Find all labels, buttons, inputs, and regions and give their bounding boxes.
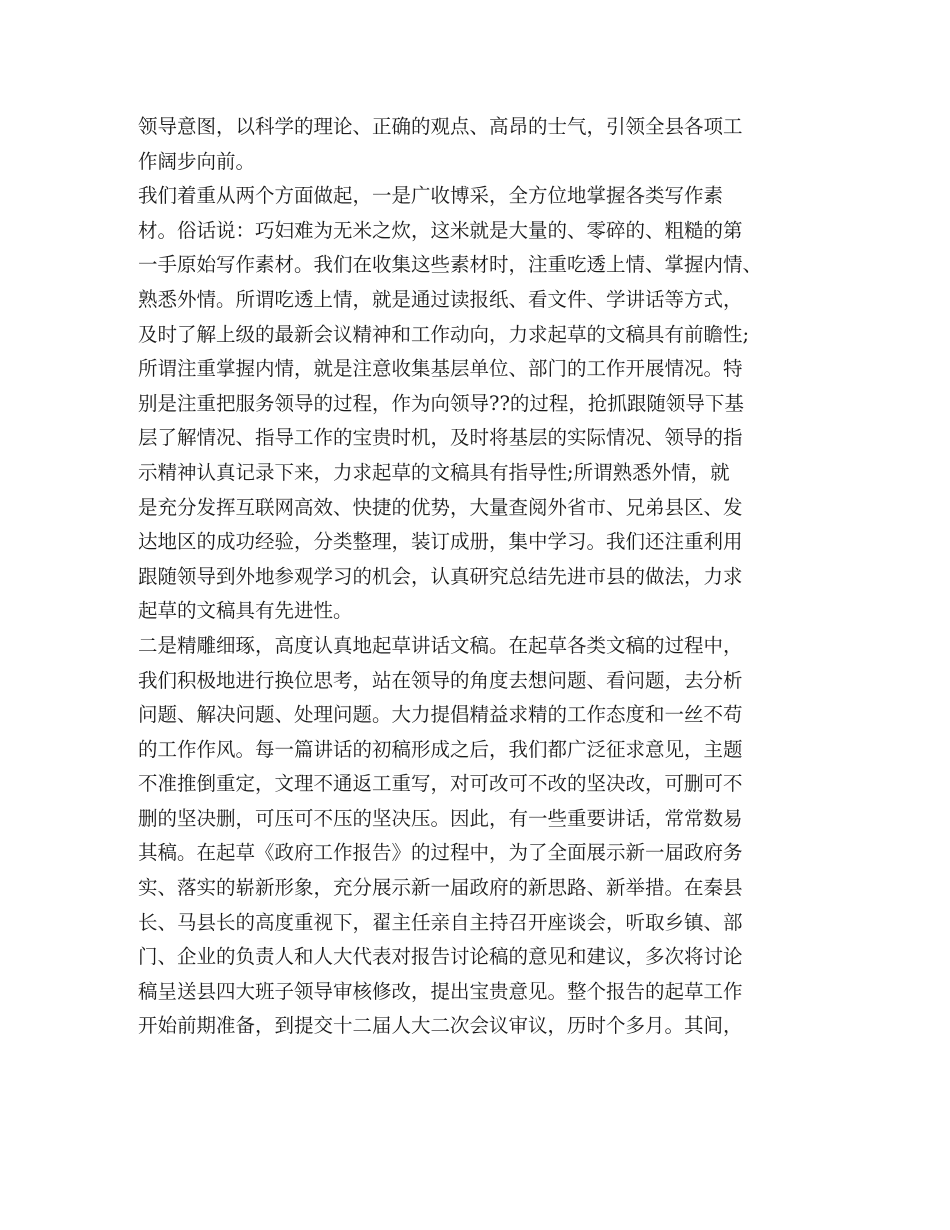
text-line: 作阔步向前。 <box>138 149 256 173</box>
text-line: 所谓注重掌握内情，就是注意收集基层单位、部门的工作开展情况。特 <box>138 357 743 381</box>
text-line: 我们积极地进行换位思考，站在领导的角度去想问题、看问题，去分析 <box>138 668 743 692</box>
text-line: 熟悉外情。所谓吃透上情，就是通过读报纸、看文件、学讲话等方式， <box>138 287 743 311</box>
text-line: 其稿。在起草《政府工作报告》的过程中，为了全面展示新一届政府务 <box>138 841 743 865</box>
text-line: 层了解情况、指导工作的宝贵时机，及时将基层的实际情况、领导的指 <box>138 426 743 450</box>
text-line: 材。俗话说：巧妇难为无米之炊，这米就是大量的、零碎的、粗糙的第 <box>138 218 743 242</box>
text-line: 实、落实的崭新形象，充分展示新一届政府的新思路、新举措。在秦县 <box>138 876 743 900</box>
text-line: 我们着重从两个方面做起，一是广收博采，全方位地掌握各类写作素 <box>138 184 724 208</box>
text-line: 跟随领导到外地参观学习的机会，认真研究总结先进市县的做法，力求 <box>138 564 743 588</box>
text-line: 开始前期准备，到提交十二届人大二次会议审议，历时个多月。其间， <box>138 1014 743 1038</box>
text-line: 示精神认真记录下来，力求起草的文稿具有指导性;所谓熟悉外情，就 <box>138 460 730 484</box>
text-line: 问题、解决问题、处理问题。大力提倡精益求精的工作态度和一丝不苟 <box>138 703 743 727</box>
text-line: 起草的文稿具有先进性。 <box>138 599 353 623</box>
body-text <box>138 110 828 1044</box>
text-line: 长、马县长的高度重视下，翟主任亲自主持召开座谈会，听取乡镇、部 <box>138 910 743 934</box>
text-line: 别是注重把服务领导的过程，作为向领导??的过程，抢抓跟随领导下基 <box>138 391 744 415</box>
text-line: 达地区的成功经验，分类整理，装订成册，集中学习。我们还注重利用 <box>138 530 743 554</box>
text-line: 稿呈送县四大班子领导审核修改，提出宝贵意见。整个报告的起草工作 <box>138 979 743 1003</box>
text-line: 的工作作风。每一篇讲话的初稿形成之后，我们都广泛征求意见，主题 <box>138 737 743 761</box>
text-line: 领导意图，以科学的理论、正确的观点、高昂的士气，引领全县各项工 <box>138 115 743 138</box>
text-line: 门、企业的负责人和人大代表对报告讨论稿的意见和建议，多次将讨论 <box>138 945 743 969</box>
text-line: 删的坚决删，可压可不压的坚决压。因此，有一些重要讲话，常常数易 <box>138 806 743 830</box>
text-line: 二是精雕细琢，高度认真地起草讲话文稿。在起草各类文稿的过程中， <box>138 633 743 657</box>
text-line: 及时了解上级的最新会议精神和工作动向，力求起草的文稿具有前瞻性; <box>138 322 750 346</box>
text-line: 不准推倒重定，文理不通返工重写，对可改可不改的坚决改，可删可不 <box>138 772 743 796</box>
text-line: 一手原始写作素材。我们在收集这些素材时，注重吃透上情、掌握内情、 <box>138 253 763 277</box>
text-line: 是充分发挥互联网高效、快捷的优势，大量查阅外省市、兄弟县区、发 <box>138 495 743 519</box>
